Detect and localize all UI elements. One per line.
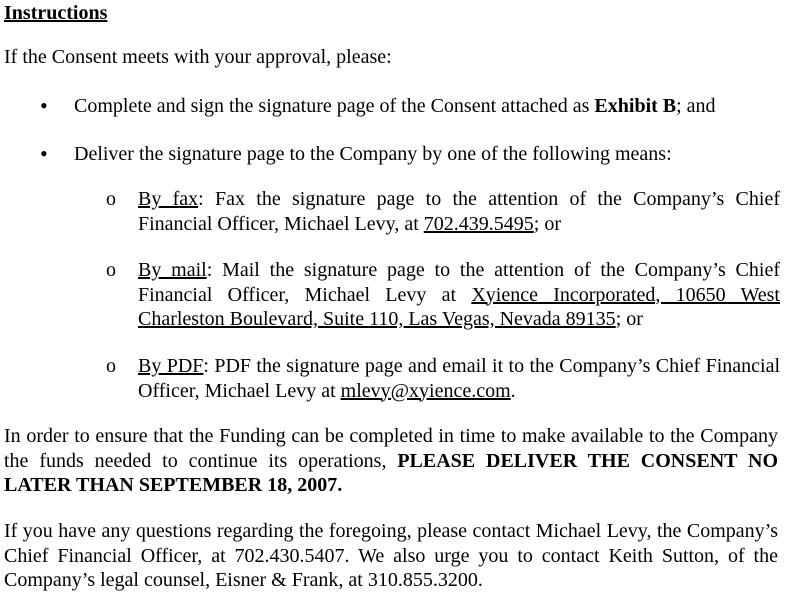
sub-bullet-marker: o bbox=[106, 259, 116, 281]
bullet-dot: • bbox=[40, 93, 48, 118]
bullet-complete-sign bbox=[74, 94, 716, 118]
instructions-heading: Instructions bbox=[4, 2, 108, 24]
by-mail-label: By mail bbox=[138, 259, 207, 281]
means-pdf bbox=[138, 354, 780, 403]
mail-address: Xyience Incorporated, 10650 West Charleston Boulevard, Suite 110, Las Vegas, Nevada 89135 bbox=[138, 283, 780, 330]
means-mail bbox=[138, 258, 780, 332]
deadline-paragraph bbox=[4, 424, 778, 498]
by-fax-label: By fax bbox=[138, 188, 199, 210]
exhibit-b: Exhibit B bbox=[594, 95, 677, 117]
deadline-text: In order to ensure that the Funding can be completed in time to make available to the Company the funds needed to continue its operations, bbox=[4, 425, 778, 472]
sub-bullet-marker: o bbox=[106, 355, 116, 377]
intro-text: If the Consent meets with your approval, please: bbox=[4, 46, 392, 68]
bullet-dot: • bbox=[40, 141, 48, 166]
pdf-end: . bbox=[510, 379, 516, 402]
bullet-deliver: Deliver the signature page to the Company by one of the following means: bbox=[74, 143, 672, 165]
mail-end: ; or bbox=[615, 308, 643, 330]
fax-number: 702.439.5495 bbox=[423, 212, 534, 235]
bullet-text-end: ; and bbox=[676, 95, 716, 117]
fax-end: ; or bbox=[533, 212, 561, 235]
contact-paragraph: If you have any questions regarding the foregoing, please contact Michael Levy, the Company’s Chief Financial Officer, at 702.430.5407. We also urge you to contact Keith Sutton, of the Company’s legal counsel, Eisner & Frank, at 310.855.3200. bbox=[4, 520, 778, 591]
email-address: mlevy@xyience.com bbox=[340, 379, 511, 402]
fax-text: : Fax the signature page to the attention of the Company’s Chief Financial Officer, Michael Levy, at bbox=[138, 188, 780, 235]
pdf-text: : PDF the signature page and email it to the Company’s Chief Financial Officer, Michael Levy at bbox=[138, 355, 780, 402]
mail-text: : Mail the signature page to the attention of the Company’s Chief Financial Officer, Michael Levy at bbox=[138, 259, 780, 306]
sub-bullet-marker: o bbox=[106, 188, 116, 210]
deadline-bold: PLEASE DELIVER THE CONSENT NO LATER THAN SEPTEMBER 18, 2007. bbox=[4, 449, 779, 496]
by-pdf-label: By PDF bbox=[138, 355, 204, 377]
means-fax bbox=[138, 187, 780, 236]
bullet-text: Complete and sign the signature page of the Consent attached as bbox=[74, 95, 595, 117]
